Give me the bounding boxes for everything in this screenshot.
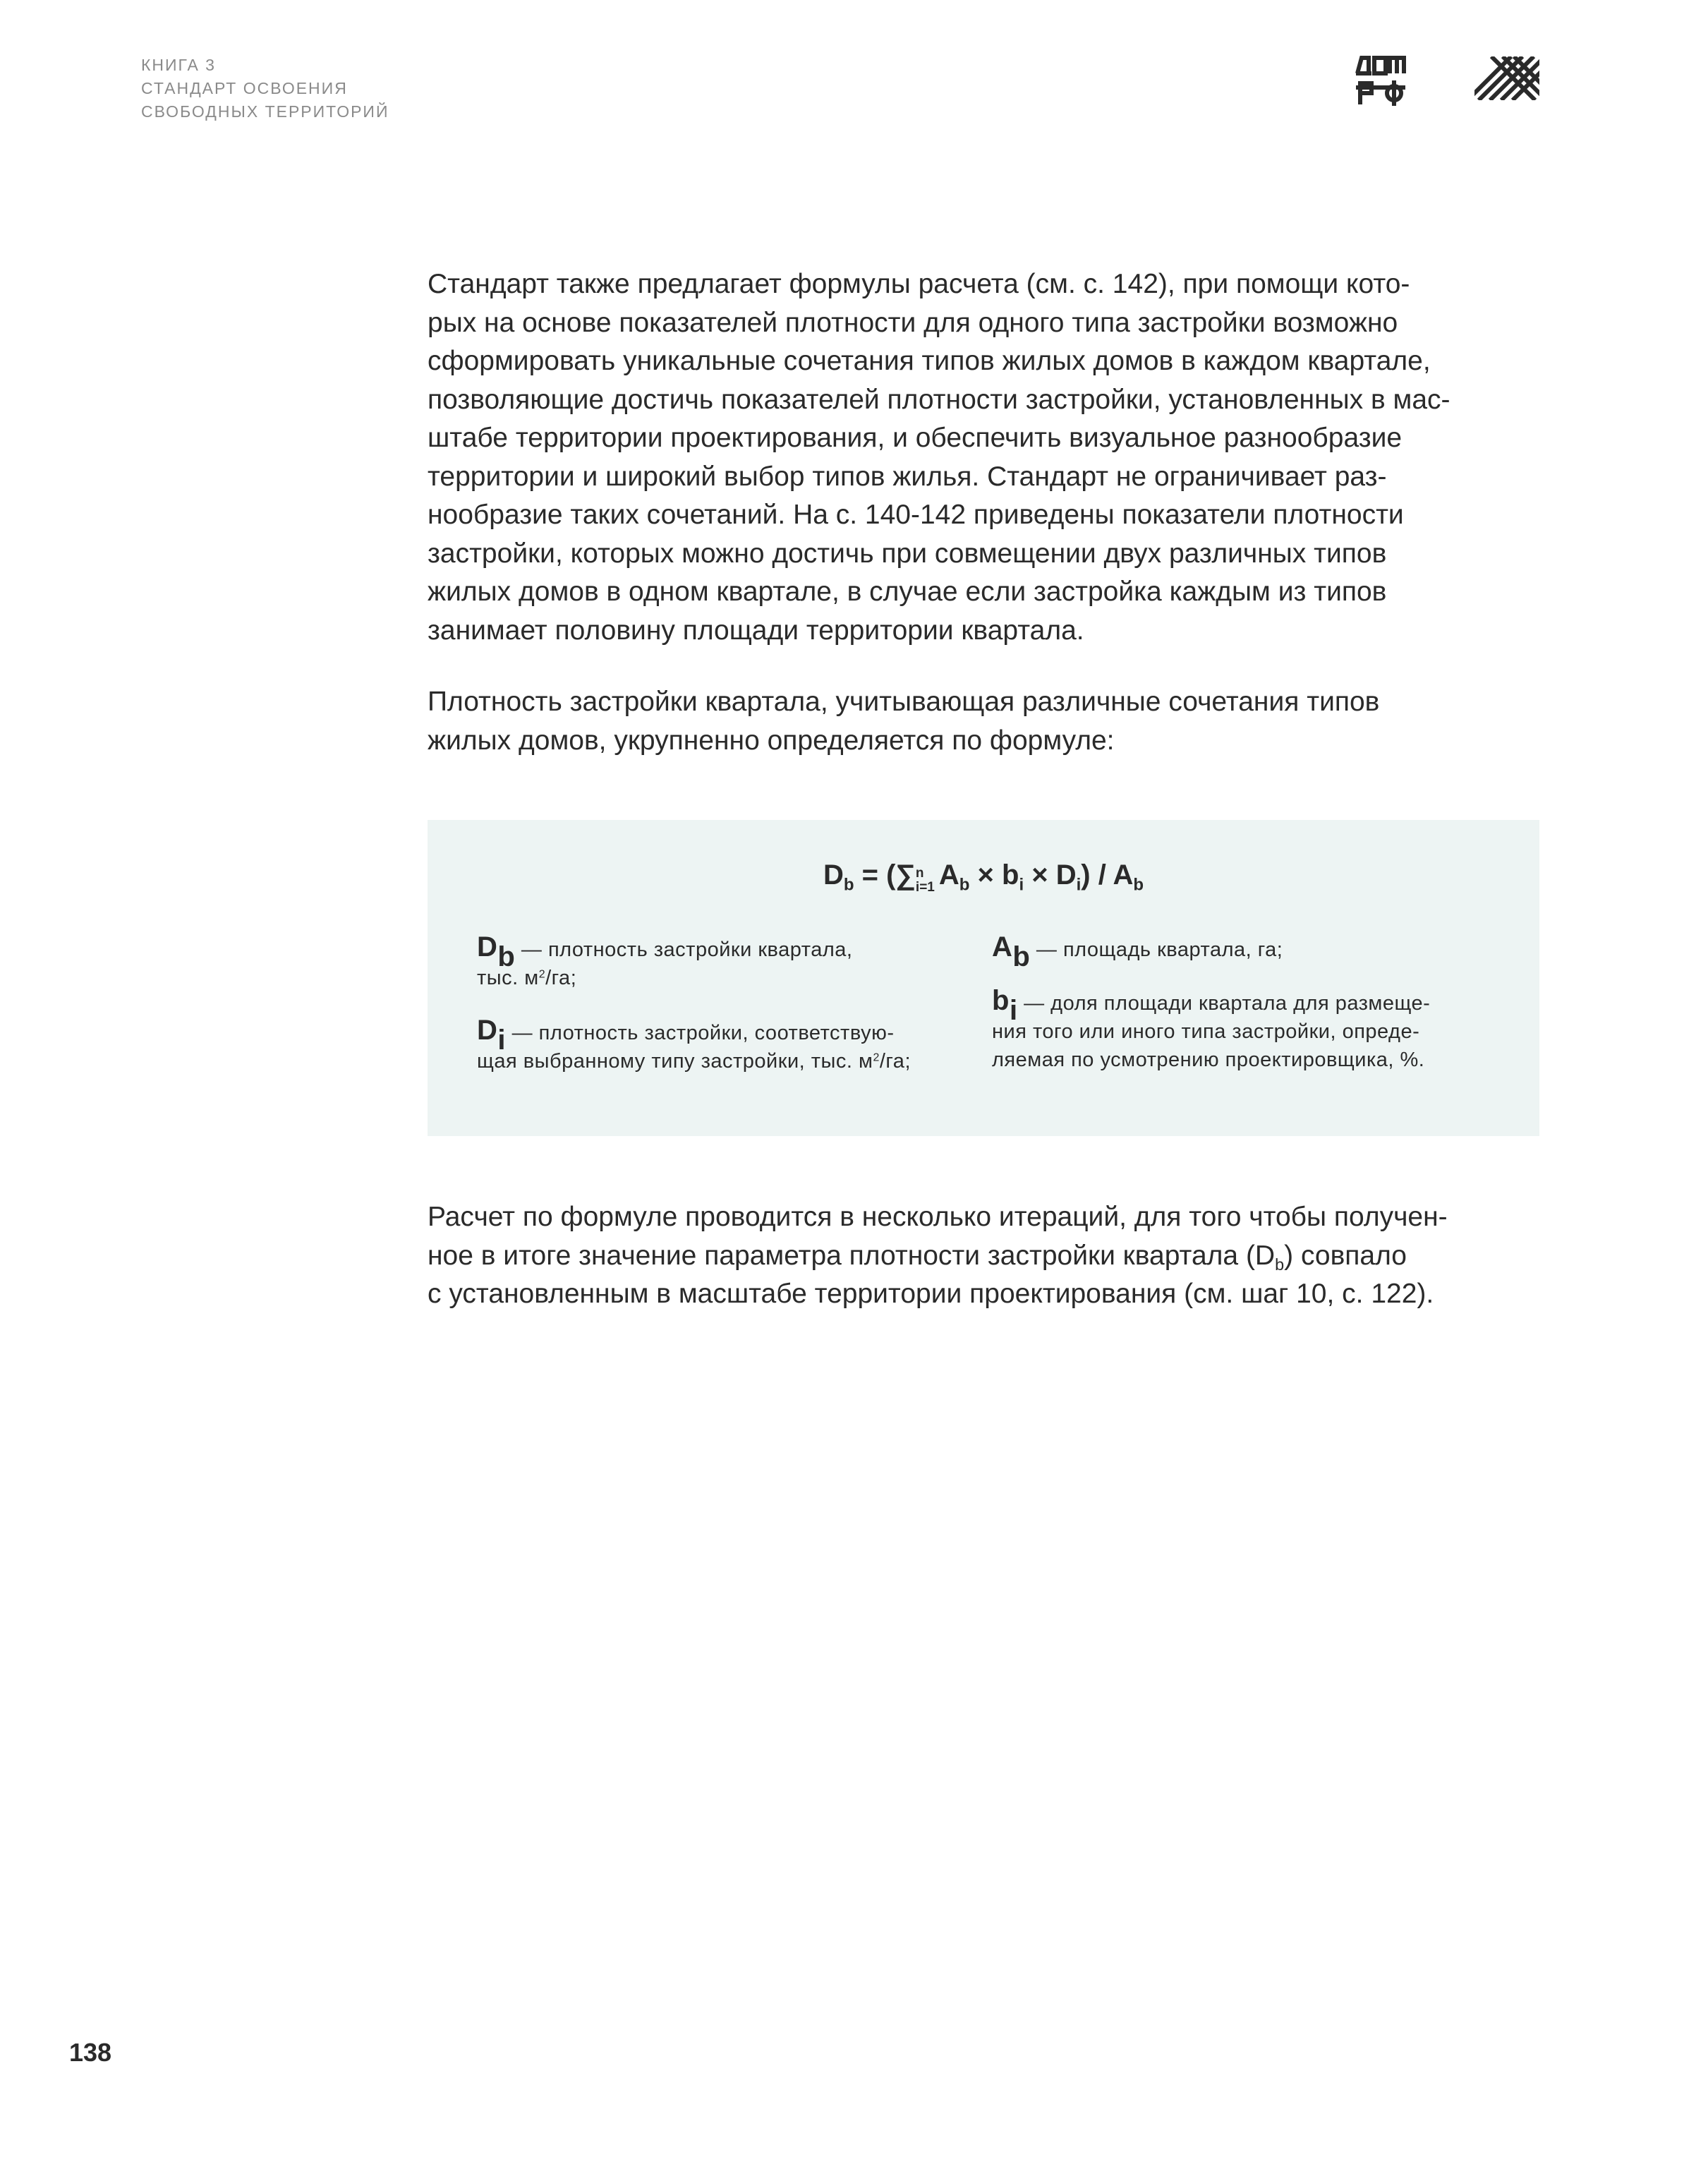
text-line: рых на основе показателей плотности для одного типа застройки возможно (428, 307, 1398, 338)
header-line: СВОБОДНЫХ ТЕРРИТОРИЙ (141, 102, 389, 121)
definition-di: $D_i$ — плотность застройки, соответствую- щая выбранному типу застройки, тыс. $м^2/га$; (477, 1015, 911, 1073)
text-line: застройки, которых можно достичь при совмещении двух различных типов (428, 538, 1387, 569)
formula-box (428, 820, 1539, 1136)
text-line: жилых домов в одном квартале, в случае если застройка каждым из типов (428, 577, 1387, 607)
iteration-paragraph (428, 1198, 1542, 1314)
text-line: с установленным в масштабе территории проектирования (см. шаг 10, с. 122). (428, 1279, 1434, 1309)
text-line: ное в итоге значение параметра плотности застройки квартала $(D_b)$ совпало (428, 1240, 1407, 1274)
dom-rf-logo-icon (1355, 55, 1407, 106)
page-number: 138 (69, 2038, 112, 2067)
formula-intro-paragraph (428, 683, 1542, 760)
diagonal-pattern-logo-icon (1474, 56, 1539, 100)
text-line: нообразие таких сочетаний. На с. 140-142 приведены показатели плотности (428, 500, 1404, 530)
text-line: штабе территории проектирования, и обеспечить визуальное разнообразие (428, 423, 1403, 453)
text-line: занимает половину площади территории квартала. (428, 615, 1084, 646)
definition-ab: $A_b$ — площадь квартала, га; (992, 931, 1283, 972)
running-header (141, 54, 389, 123)
text-line: позволяющие достичь показателей плотности застройки, установленных в мас- (428, 384, 1450, 415)
text-line: территории и широкий выбор типов жилья. Стандарт не ограничивает раз- (428, 461, 1387, 492)
text-line: сформировать уникальные сочетания типов жилых домов в каждом квартале, (428, 346, 1431, 376)
text-line: жилых домов, укрупненно определяется по формуле: (428, 725, 1115, 756)
header-line: СТАНДАРТ ОСВОЕНИЯ (141, 79, 348, 97)
definition-db: $D_b$ — плотность застройки квартала, тыс. $м^2/га$; (477, 931, 853, 989)
intro-paragraph (428, 265, 1542, 650)
definition-bi: $b_i$ — доля площади квартала для размеще- ния того или иного типа застройки, опреде- ляемая по усмотрению проектировщика, %. (992, 985, 1431, 1071)
text-line: Расчет по формуле проводится в несколько итераций, для того чтобы получен- (428, 1202, 1448, 1232)
density-formula: $D_b$ = (∑ n i=1 $A_b \times b_i \times D_i) / A_b$ (823, 859, 1144, 895)
header-line: КНИГА 3 (141, 56, 216, 74)
text-line: Стандарт также предлагает формулы расчета (см. с. 142), при помощи кото- (428, 269, 1410, 299)
text-line: Плотность застройки квартала, учитывающая различные сочетания типов (428, 687, 1380, 717)
